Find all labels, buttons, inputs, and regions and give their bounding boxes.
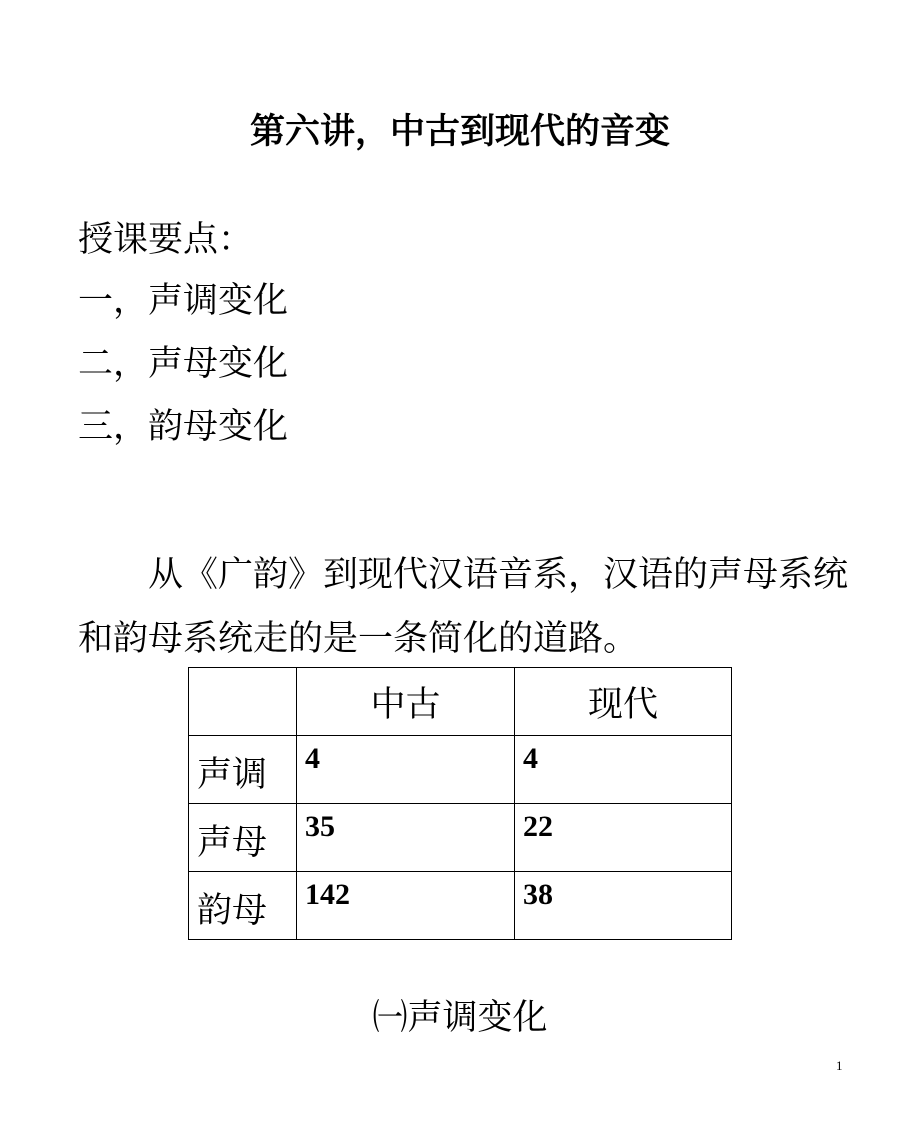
table-row — [189, 736, 732, 804]
section-heading: ㈠声调变化 — [372, 998, 548, 1038]
intro-paragraph: 从《广韵》到现代汉语音系，汉语的声母系统和韵母系统走的是一条简化的道路。 — [78, 555, 849, 659]
modern-chinese-count: 22 — [515, 804, 732, 872]
row-label: 声调 — [189, 736, 297, 804]
row-label: 韵母 — [189, 872, 297, 940]
table-row — [189, 872, 732, 940]
table-header-row — [189, 668, 732, 736]
table-header-cell — [189, 668, 297, 736]
table-header-cell: 现代 — [515, 668, 732, 736]
table-row — [189, 804, 732, 872]
middle-chinese-count: 35 — [297, 804, 515, 872]
phonology-comparison-table — [188, 667, 732, 940]
key-point-item: 二，声母变化 — [78, 344, 289, 384]
key-points-heading: 授课要点： — [78, 220, 254, 260]
row-label: 声母 — [189, 804, 297, 872]
key-point-item: 三，韵母变化 — [78, 407, 289, 447]
middle-chinese-count: 142 — [297, 872, 515, 940]
modern-chinese-count: 38 — [515, 872, 732, 940]
modern-chinese-count: 4 — [515, 736, 732, 804]
table-header-cell: 中古 — [297, 668, 515, 736]
page-number: 1 — [836, 1058, 843, 1073]
middle-chinese-count: 4 — [297, 736, 515, 804]
key-point-item: 一，声调变化 — [78, 281, 289, 321]
document-title: 第六讲，中古到现代的音变 — [249, 111, 670, 152]
